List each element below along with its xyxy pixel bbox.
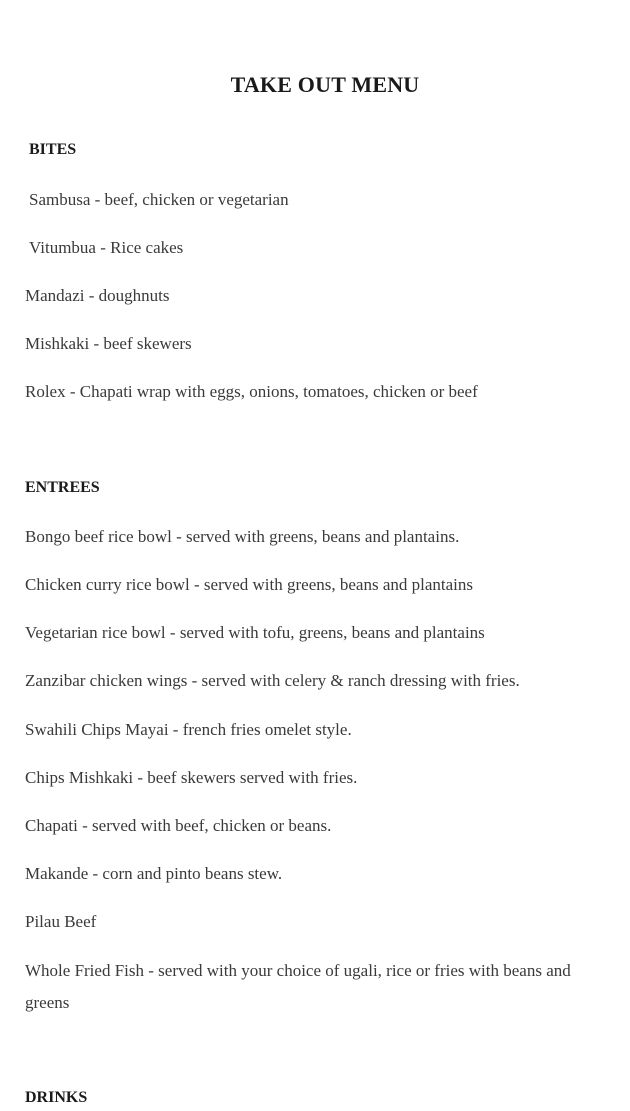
section-heading-bites: BITES: [29, 141, 77, 158]
menu-item: Sambusa - beef, chicken or vegetarian: [29, 190, 289, 209]
menu-item: Pilau Beef: [25, 912, 97, 931]
menu-item: Zanzibar chicken wings - served with celery & ranch dressing with fries.: [25, 671, 520, 690]
menu-item: Vegetarian rice bowl - served with tofu, greens, beans and plantains: [25, 623, 485, 642]
section-heading-drinks: DRINKS: [25, 1089, 88, 1106]
menu-title: TAKE OUT MENU: [230, 72, 420, 97]
menu-item: Vitumbua - Rice cakes: [29, 238, 184, 257]
menu-item: Rolex - Chapati wrap with eggs, onions, tomatoes, chicken or beef: [25, 382, 478, 401]
menu-item: Bongo beef rice bowl - served with greens, beans and plantains.: [25, 527, 460, 546]
menu-item: Mishkaki - beef skewers: [25, 334, 192, 353]
menu-item: Chips Mishkaki - beef skewers served with fries.: [25, 768, 358, 787]
menu-item: Mandazi - doughnuts: [25, 286, 170, 305]
menu-item: Whole Fried Fish - served with your choice of ugali, rice or fries with beans and greens: [25, 961, 571, 1012]
section-heading-entrees: ENTREES: [25, 479, 100, 496]
menu-item: Chapati - served with beef, chicken or beans.: [25, 816, 332, 835]
menu-item: Makande - corn and pinto beans stew.: [25, 864, 283, 883]
menu-item: Chicken curry rice bowl - served with greens, beans and plantains: [25, 575, 473, 594]
menu-item: Swahili Chips Mayai - french fries omelet style.: [25, 720, 352, 739]
